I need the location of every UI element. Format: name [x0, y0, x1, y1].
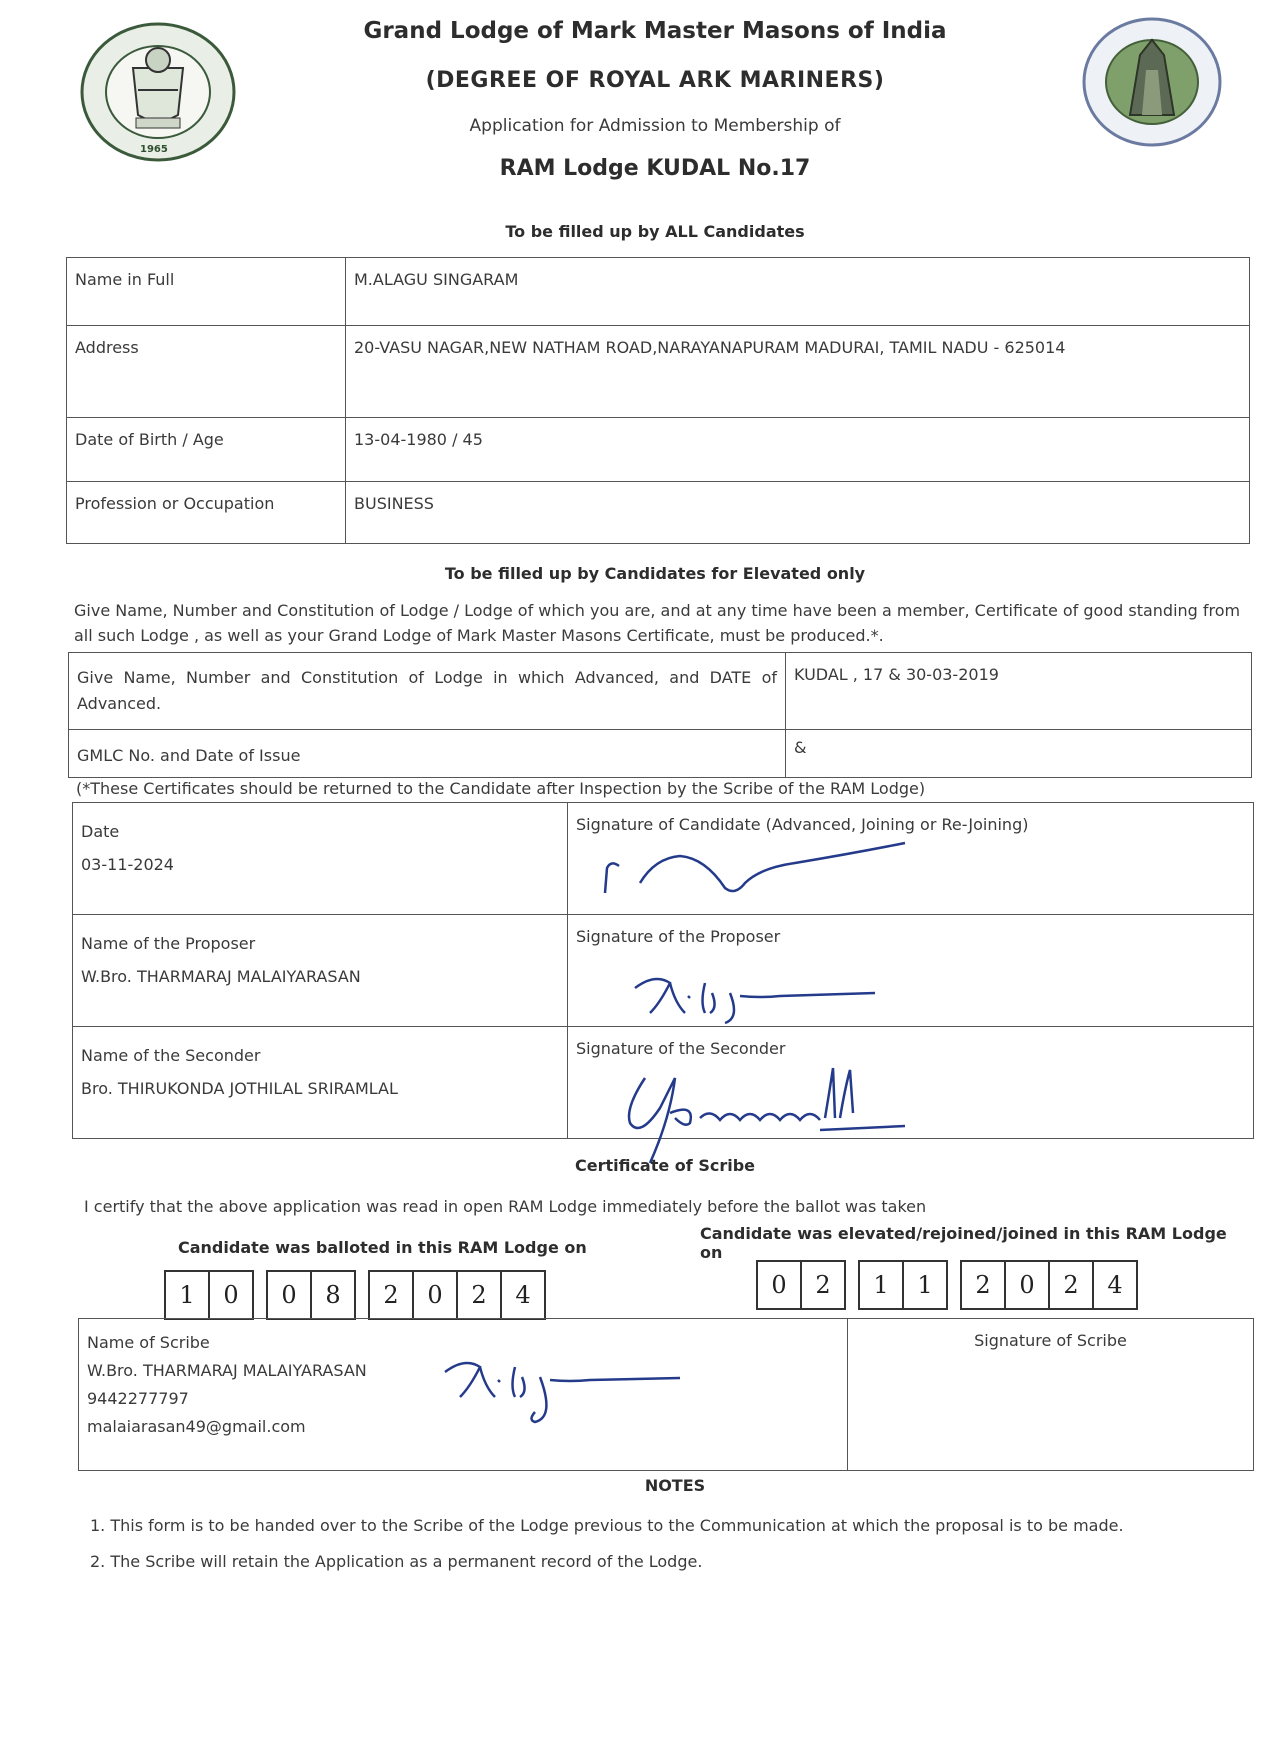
- proposer-signature: [630, 968, 880, 1028]
- elevated-day: [756, 1260, 846, 1310]
- scribe-signature-label: Signature of Scribe: [974, 1331, 1127, 1350]
- address-label: Address: [67, 326, 346, 418]
- proposer-name: W.Bro. THARMARAJ MALAIYARASAN: [81, 967, 361, 986]
- proposer-label: Name of the Proposer: [81, 934, 256, 953]
- certificates-footnote: (*These Certificates should be returned to the Candidate after Inspection by the Scribe of the RAM Lodge): [76, 779, 926, 798]
- balloted-year: [368, 1270, 546, 1320]
- degree-title: (DEGREE OF ROYAL ARK MARINERS): [425, 68, 885, 93]
- note-item-2: 2. The Scribe will retain the Application as a permanent record of the Lodge.: [90, 1552, 703, 1571]
- seconder-cell: [73, 1027, 568, 1139]
- scribe-name-label: Name of Scribe: [87, 1333, 210, 1352]
- dob-value: 13-04-1980 / 45: [346, 418, 1250, 482]
- address-value: 20-VASU NAGAR,NEW NATHAM ROAD,NARAYANAPURAM MADURAI, TAMIL NADU - 625014: [346, 326, 1250, 418]
- digit-cell: 0: [268, 1272, 312, 1318]
- regional-lodge-seal-icon: [1080, 15, 1225, 150]
- digit-cell: 0: [223, 1281, 239, 1309]
- section-all-heading: To be filled up by ALL Candidates: [505, 222, 805, 241]
- elevated-month: [858, 1260, 948, 1310]
- elevated-instruction: Give Name, Number and Constitution of Lodge / Lodge of which you are, and at any time have been a member, Certificate of good standing from all such Lodge , as well as your Grand Lodge of Mark Master Masons Certificate, must be produced.*.: [74, 601, 1241, 645]
- seconder-signature: [615, 1058, 915, 1168]
- proposer-signature-label: Signature of the Proposer: [576, 927, 781, 946]
- seconder-name: Bro. THIRUKONDA JOTHILAL SRIRAMLAL: [81, 1079, 398, 1098]
- digit-cell: 2: [815, 1271, 831, 1299]
- lodge-title: RAM Lodge KUDAL No.17: [499, 156, 811, 181]
- lodge-details-table: [68, 652, 1252, 778]
- name-value: M.ALAGU SINGARAM: [346, 258, 1250, 326]
- scribe-phone: 9442277797: [87, 1389, 189, 1408]
- advanced-lodge-value: KUDAL , 17 & 30-03-2019: [786, 653, 1252, 730]
- seal-year: 1965: [140, 144, 168, 155]
- balloted-day: [164, 1270, 254, 1320]
- digit-cell: 4: [515, 1281, 531, 1309]
- profession-label: Profession or Occupation: [67, 482, 346, 544]
- date-value: 03-11-2024: [81, 855, 174, 874]
- proposer-cell: [73, 915, 568, 1027]
- digit-cell: 0: [1006, 1262, 1050, 1308]
- section-elevated-heading: To be filled up by Candidates for Elevated only: [444, 564, 866, 583]
- date-label: Date: [81, 822, 120, 841]
- dob-label: Date of Birth / Age: [67, 418, 346, 482]
- digit-cell: 2: [458, 1272, 502, 1318]
- profession-value: BUSINESS: [346, 482, 1250, 544]
- seconder-signature-label: Signature of the Seconder: [576, 1039, 786, 1058]
- application-subtitle: Application for Admission to Membership of: [469, 116, 841, 136]
- elevated-label: Candidate was elevated/rejoined/joined in this RAM Lodge on: [700, 1224, 1227, 1262]
- name-label: Name in Full: [67, 258, 346, 326]
- digit-cell: 4: [1107, 1271, 1123, 1299]
- candidate-signature: [595, 838, 915, 898]
- digit-cell: 2: [962, 1262, 1006, 1308]
- digit-cell: 0: [414, 1272, 458, 1318]
- date-cell: [73, 803, 568, 915]
- certificate-heading: Certificate of Scribe: [574, 1156, 756, 1175]
- balloted-date-boxes: [164, 1270, 558, 1320]
- grand-lodge-seal-icon: [78, 20, 238, 165]
- balloted-label: Candidate was balloted in this RAM Lodge on: [178, 1238, 587, 1257]
- elevated-year: [960, 1260, 1138, 1310]
- elevated-date-boxes: [756, 1260, 1150, 1310]
- digit-cell: 0: [758, 1262, 802, 1308]
- digit-cell: 1: [860, 1262, 904, 1308]
- gmlc-value: &: [786, 730, 1252, 778]
- page-title: Grand Lodge of Mark Master Masons of India: [363, 18, 947, 44]
- candidate-details-table: [66, 257, 1250, 544]
- advanced-lodge-label: Give Name, Number and Constitution of Lodge in which Advanced, and DATE of Advanced.: [69, 653, 786, 730]
- certificate-statement: I certify that the above application was read in open RAM Lodge immediately before the ballot was taken: [84, 1197, 927, 1216]
- scribe-email: malaiarasan49@gmail.com: [87, 1417, 306, 1436]
- candidate-signature-label: Signature of Candidate (Advanced, Joining or Re-Joining): [576, 815, 1029, 834]
- digit-cell: 2: [1050, 1262, 1094, 1308]
- scribe-signature-cell: [848, 1319, 1254, 1471]
- scribe-name: W.Bro. THARMARAJ MALAIYARASAN: [87, 1361, 367, 1380]
- gmlc-label: GMLC No. and Date of Issue: [69, 730, 786, 778]
- digit-cell: 2: [370, 1272, 414, 1318]
- note-item-1: 1. This form is to be handed over to the Scribe of the Lodge previous to the Communication at which the proposal is to be made.: [90, 1516, 1124, 1535]
- digit-cell: 1: [917, 1271, 933, 1299]
- seconder-label: Name of the Seconder: [81, 1046, 261, 1065]
- digit-cell: 1: [166, 1272, 210, 1318]
- scribe-signature: [440, 1352, 690, 1432]
- balloted-month: [266, 1270, 356, 1320]
- digit-cell: 8: [325, 1281, 341, 1309]
- notes-heading: NOTES: [644, 1476, 706, 1495]
